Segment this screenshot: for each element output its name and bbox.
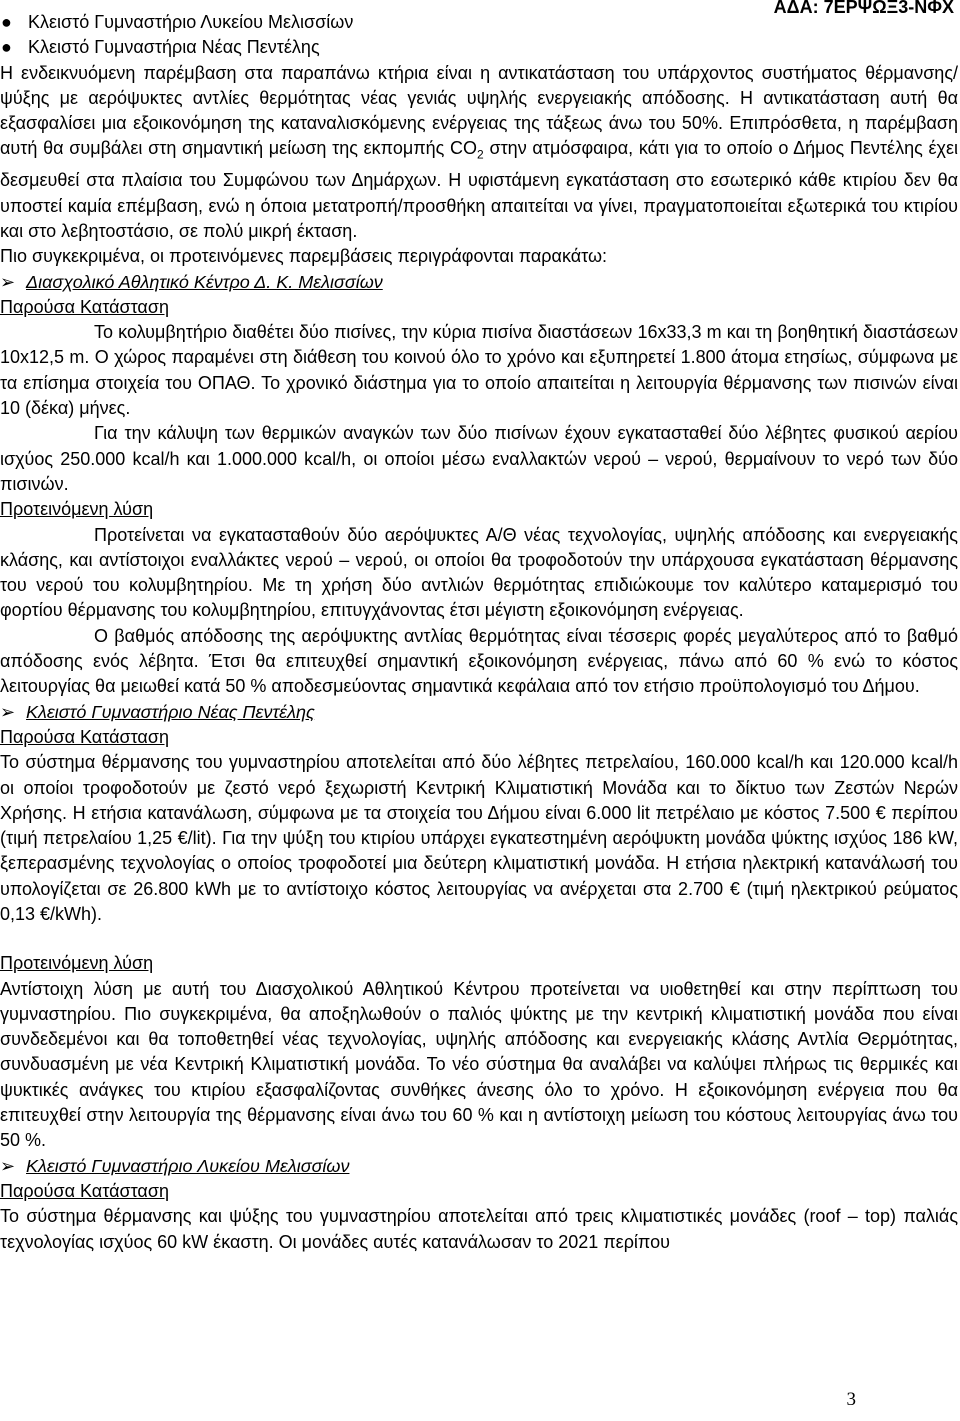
paragraph: Για την κάλυψη των θερμικών αναγκών των δύο πισίνων έχουν εγκατασταθεί δύο λέβητες φυσικού αερίου ισχύος 250.000 kcal/h και 1.000.000 kcal/h, οι οποίοι μέσω εναλλακτών νερού – νερού, θερμαίνουν το νερό των δύο πισινών.: [0, 423, 958, 494]
section-heading: ➢ Διασχολικό Αθλητικό Κέντρο Δ. Κ. Μελισσίων: [0, 270, 958, 295]
paragraph: Το σύστημα θέρμανσης και ψύξης του γυμναστηρίου αποτελείται από τρεις κλιματιστικές μονάδες (roof – top) παλιάς τεχνολογίας ισχύος 60 kW έκαστη. Οι μονάδες αυτές κατανάλωσαν το 2021 περίπου: [0, 1206, 958, 1252]
ada-code: ΑΔΑ: 7ΕΡΨΩΞ3-ΝΦΧ: [773, 0, 954, 17]
proposed-solution-label: Προτεινόμενη λύση: [0, 953, 154, 974]
bullet-icon: ●: [1, 12, 12, 32]
current-state-label: Παρούσα Κατάσταση: [0, 726, 169, 747]
page-number: 3: [846, 1389, 856, 1410]
spacer: [0, 927, 958, 951]
bullet-item: ● Κλειστό Γυμναστήριο Λυκείου Μελισσίων: [0, 10, 958, 35]
paragraph: Αντίστοιχη λύση με αυτή του Διασχολικού Αθλητικού Κέντρου προτείνεται να υιοθετηθεί και στην περίπτωση του γυμναστηρίου. Πιο συγκεκριμένα, θα αποξηλωθούν ο παλιός ψύκτης με την κεντρική κλιματιστική μονάδα που είναι συνδεδεμένοι και θα τοποθετηθεί νέας τεχνολογίας, υψηλής απόδοσης και ενεργειακής κλάσης Αντλία Θερμότητας, συνδυασμένη με νέα Κεντρική Κλιματιστική μονάδα. Το νέο σύστημα θα αναλάβει να καλύψει πλήρως τις θερμικές και ψυκτικές ανάγκες του κτιρίου εξασφαλίζοντας συνθήκες άνεσης όλο το χρόνο. Η εξοικονόμηση ενέργεια που θα επιτευχθεί στην λειτουργία της θέρμανσης είναι άνω του 60 % και η αντίστοιχη μείωση του κόστους λειτουργίας άνω του 50 %.: [0, 978, 958, 1151]
intro-paragraph: Η ενδεικνυόμενη παρέμβαση στα παραπάνω κτήρια είναι η αντικατάσταση του υπάρχοντος συστήματος θέρμανσης/ψύξης με αερόψυκτες αντλίες θερμότητας νέας γενιάς υψηλής ενεργειακής απόδοσης. Η αντικατάσταση αυτή θα εξασφαλίσει μια εξοικονόμηση της καταναλισκόμενης ενέργειας της τάξεως άνω του 50%. Επιπρόσθετα, η παρέμβαση αυτή θα συμβάλει στη σημαντική μείωση της εκπομπής $CO_2$ στην ατμόσφαιρα, κάτι για το οποίο ο Δήμος Πεντέλης έχει δεσμευθεί στα πλαίσια του Συμφώνου των Δημάρχων. Η υφιστάμενη εγκατάσταση στο εσωτερικό κάθε κτιρίου δεν θα υποστεί καμία επέμβαση, ενώ η όποια μετατροπή/προσθήκη απαιτείται να γίνει, πραγματοποιείται εξωτερικά του κτιρίου και στο λεβητοστάσιο, σε πολύ μικρή έκταση.: [0, 62, 958, 241]
arrow-bullet-icon: ➢: [0, 1155, 16, 1176]
bullet-item: ● Κλειστό Γυμναστήρια Νέας Πεντέλης: [0, 35, 958, 60]
section-heading: ➢ Κλειστό Γυμναστήριο Λυκείου Μελισσίων: [0, 1154, 958, 1179]
current-state-label: Παρούσα Κατάσταση: [0, 296, 169, 317]
arrow-bullet-icon: ➢: [0, 271, 16, 292]
paragraph: Προτείνεται να εγκατασταθούν δύο αερόψυκτες Α/Θ νέας τεχνολογίας, υψηλής απόδοσης και ενεργειακής κλάσης, και αντίστοιχοι εναλλάκτες νερού – νερού, οι οποίοι θα τροφοδοτούν την υπάρχουσα εγκατάσταση θέρμανσης του νερού του κολυμβητηρίου. Με τη χρήση δύο αντλιών θερμότητας επιδιώκουμε τον καλύτερο καταμερισμό του φορτίου θέρμανσης του κολυμβητηρίου, επιτυγχάνοντας έτσι μέγιστη εξοικονόμηση ενέργειας.: [0, 524, 958, 621]
section-heading: ➢ Κλειστό Γυμναστήριο Νέας Πεντέλης: [0, 700, 958, 725]
proposed-solution-label: Προτεινόμενη λύση: [0, 499, 154, 520]
paragraph: Ο βαθμός απόδοσης της αερόψυκτης αντλίας θερμότητας είναι τέσσερις φορές μεγαλύτερος από το βαθμό απόδοσης ενός λέβητα. Έτσι θα επιτευχθεί σημαντική εξοικονόμηση ενέργειας, πάνω από 60 % ενώ το κόστος λειτουργίας θα μειωθεί κατά 50 % αποδεσμεύοντας σημαντικά κεφάλαια από τον ετήσιο προϋπολογισμό του Δήμου.: [0, 625, 958, 697]
document-body: [0, 10, 958, 1255]
arrow-bullet-icon: ➢: [0, 701, 16, 722]
bullet-icon: ●: [1, 37, 12, 58]
paragraph: Το κολυμβητήριο διαθέτει δύο πισίνες, την κύρια πισίνα διαστάσεων 16x33,3 m και τη βοηθητική διαστάσεων 10x12,5 m. Ο χώρος παραμένει στη διάθεση του κοινού όλο το χρόνο και εξυπηρετεί 1.800 άτομα ετησίως, σύμφωνα με τα επίσημα στοιχεία του ΟΠΑΘ. Το χρονικό διάστημα για το οποίο απαιτείται η λειτουργία θέρμανσης των πισινών είναι 10 (δέκα) μήνες.: [0, 322, 958, 419]
paragraph: Το σύστημα θέρμανσης του γυμναστηρίου αποτελείται από δύο λέβητες πετρελαίου, 160.000 kcal/h και 120.000 kcal/h οι οποίοι τροφοδοτούν με ζεστό νερό ξεχωριστή Κεντρική Κλιματιστική Μονάδα και το δίκτυο των Ζεστών Νερών Χρήσης. Η ετήσια κατανάλωση, σύμφωνα με τα στοιχεία του Δήμου είναι 6.000 lit πετρέλαιο με κόστος 7.500 € περίπου (τιμή πετρελαίου 1,25 €/lit). Για την ψύξη του κτιρίου υπάρχει εγκατεστημένη αερόψυκτη μονάδα ψύκτης ισχύος 186 kW, ξεπερασμένης τεχνολογίας ο οποίος τροφοδοτεί μια δεύτερη κλιματιστική μονάδα. Η ετήσια ηλεκτρική κατανάλωσή του υπολογίζεται σε 26.800 kWh με το αντίστοιχο κόστος λειτουργίας να ανέρχεται στα 2.700 € (τιμή ηλεκτρικού ρεύματος 0,13 €/kWh).: [0, 752, 958, 924]
current-state-label: Παρούσα Κατάσταση: [0, 1180, 169, 1201]
intro-summary: Πιο συγκεκριμένα, οι προτεινόμενες παρεμβάσεις περιγράφονται παρακάτω:: [0, 246, 608, 267]
